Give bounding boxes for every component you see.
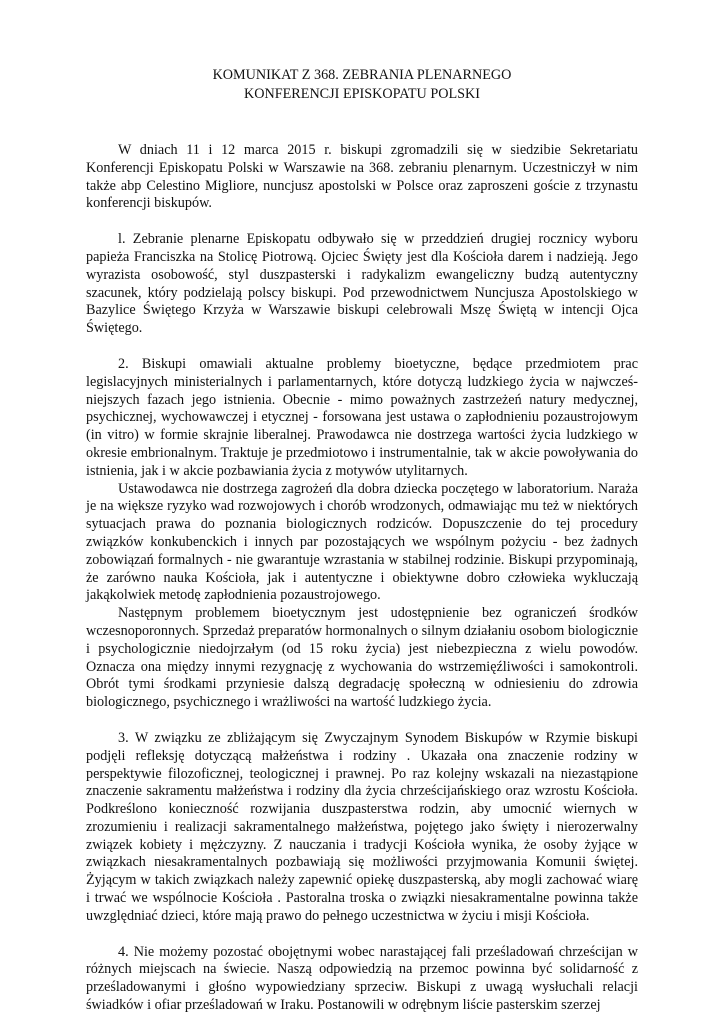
- title-line-1: KOMUNIKAT Z 368. ZEBRANIA PLENARNEGO: [212, 67, 512, 83]
- paragraph-2-continued-b: Następnym problemem bioetycznym jest udostępnienie bez ograniczeń środków wczesnoporonnych. Sprzedaż preparatów hormonalnych o silnym działaniu osobom biologicznie i psychologicznie niedojrzałym (od 15 roku życia) jest niebezpieczna z wielu powodów. Oznacza ona między innymi rezygnację z wychowania do wstrzemięźliwości i samokontroli. Obrót tymi środkami przyniesie dalszą degradację społeczną w odniesieniu do zdrowia biologicznego, psychicznego i wrażliwości na wartość ludzkiego życia.: [86, 605, 638, 711]
- paragraph-2-continued-a: Ustawodawca nie dostrzega zagrożeń dla dobra dziecka poczętego w laboratorium. Naraża je na większe ryzyko wad rozwojowych i chorób wrodzonych, odmawiając mu też w niektórych sytuacjach prawa do poznania biologicznych rodziców. Dopuszczenie do tej procedury związków konkubenckich i innych par pozostających we wspólnym pożyciu - bez żadnych zobowiązań formalnych - nie gwarantuje wzrastania w stabilnej rodzinie. Biskupi przypominają, że zarówno nauka Kościoła, jak i autentyczne i obiektywne dobro człowieka wykluczają jakąkolwiek metodę zapłodnienia pozaustrojowego.: [86, 480, 638, 604]
- title-line-2: KONFERENCJI EPISKOPATU POLSKI: [244, 86, 480, 102]
- paragraph-1: l. Zebranie plenarne Episkopatu odbywało się w przeddzień drugiej rocznicy wyboru papieża Franciszka na Stolicę Piotrową. Ojciec Święty jest dla Kościoła darem i nadzieją. Jego wyrazista osobowość, styl duszpasterski i radykalizm ewangeliczny budzą autentyczny szacunek, który podzielają polscy biskupi. Pod przewodnictwem Nuncjusza Apostolskiego w Bazylice Świętego Krzyża w Warszawie biskupi celebrowali Mszę Świętą w intencji Ojca Świętego.: [86, 231, 638, 337]
- paragraph-intro: W dniach 11 i 12 marca 2015 r. biskupi zgromadzili się w siedzibie Sekretariatu Konferencji Episkopatu Polski w Warszawie na 368. zebraniu plenarnym. Uczestniczył w nim także abp Celestino Migliore, nuncjusz apostolski w Polsce oraz zaproszeni goście z trzynastu konferencji biskupów.: [86, 142, 638, 212]
- paragraph-2: 2. Biskupi omawiali aktualne problemy bioetyczne, będące przedmiotem prac legislacyjnych ministerialnych i parlamentarnych, które dotyczą ludzkiego życia w najwcześniejszych fazach jego istnienia. Obecnie - mimo poważnych zastrzeżeń natury medycznej, psychicznej, wychowawczej i etycznej - forsowana jest ustawa o zapłodnieniu pozaustrojowym (in vitro) w formie skrajnie liberalnej. Prawodawca nie dostrzega wartości życia ludzkiego w okresie embrionalnym. Traktuje je przedmiotowo i instrumentalnie, tak w akcie powoływania do istnienia, jak i w akcie pozbawiania życia z motywów utylitarnych.: [86, 355, 638, 479]
- paragraph-4: 4. Nie możemy pozostać obojętnymi wobec narastającej fali prześladowań chrześcijan w różnych miejscach na świecie. Naszą odpowiedzią na przemoc powinna być solidarność z prześladowanymi i głośno wypowiedziany sprzeciw. Biskupi z uwagą wysłuchali relacji świadków i ofiar prześladowań w Iraku. Postanowili w odrębnym liście pasterskim szerzej: [86, 943, 638, 1014]
- paragraph-3: 3. W związku ze zbliżającym się Zwyczajnym Synodem Biskupów w Rzymie biskupi podjęli refleksję dotyczącą małżeństwa i rodziny . Ukazała ona znaczenie rodziny w perspektywie filozoficznej, teologicznej i prawnej. Po raz kolejny wskazali na niezastąpione znaczenie sakramentu małżeństwa i rodziny dla życia chrześcijańskiego oraz wzrostu Kościoła. Podkreślono konieczność rozwijania duszpasterstwa rodzin, aby umocnić wiernych w zrozumieniu i realizacji sakramentalnego małżeństwa, pojętego jako święty i nierozerwalny związek kobiety i mężczyzny. Z nauczania i tradycji Kościoła wynika, że osoby żyjące w związkach niesakramentalnych pozbawiają się możliwości przyjmowania Komunii świętej. Żyjącym w takich związkach należy zapewnić opiekę duszpasterską, aby mogli zachować wiarę i trwać we wspólnocie Kościoła . Pastoralna troska o związki niesakramentalne powinna także uwzględniać dzieci, które mają prawo do pełnego uczestnictwa w życiu i misji Kościoła.: [86, 729, 638, 924]
- document-title: [86, 66, 638, 104]
- document-body: [86, 142, 638, 1015]
